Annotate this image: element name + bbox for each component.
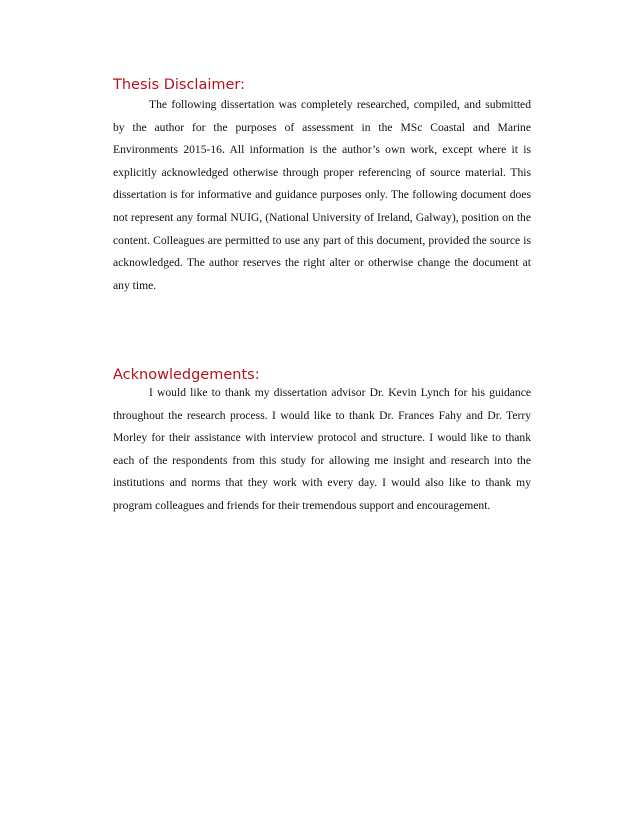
acknowledgements-heading: Acknowledgements: (113, 367, 260, 383)
acknowledgements-paragraph: I would like to thank my dissertation advisor Dr. Kevin Lynch for his guidance throughout the research process. I would like to thank Dr. Frances Fahy and Dr. Terry Morley for their assistance with interview protocol and structure. I would like to thank each of the respondents from this study for allowing me insight and research into the institutions and norms that they work with every day. I would also like to thank my program colleagues and friends for their tremendous support and encouragement. (113, 386, 531, 512)
thesis-disclaimer-heading: Thesis Disclaimer: (113, 77, 246, 93)
thesis-disclaimer-paragraph: The following dissertation was completely researched, compiled, and submitted by the author for the purposes of assessment in the MSc Coastal and Marine Environments 2015-16. All information is the author’s own work, except where it is explicitly acknowledged otherwise through proper referencing of source material. This dissertation is for informative and guidance purposes only. The following document does not represent any formal NUIG, (National University of Ireland, Galway), position on the content. Colleagues are permitted to use any part of this document, provided the source is acknowledged. The author reserves the right alter or otherwise change the document at any time. (113, 98, 531, 292)
